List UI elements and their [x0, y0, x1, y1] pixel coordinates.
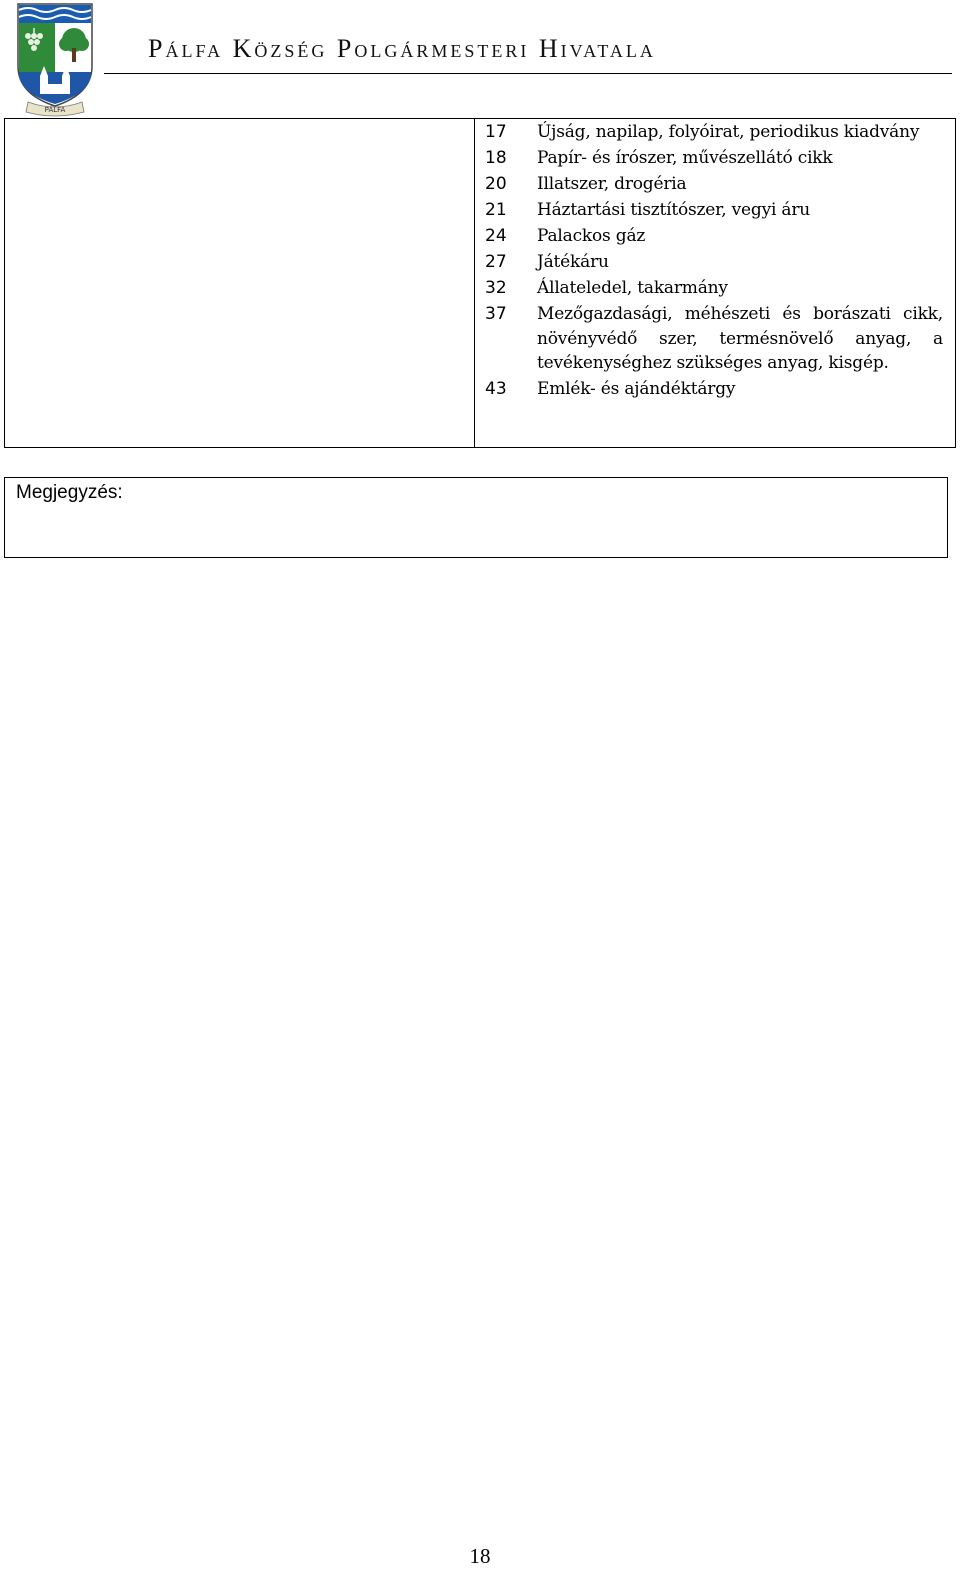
product-code: 37 [485, 304, 507, 324]
crest-banner-text: PÁLFA [44, 106, 66, 114]
product-name: Mezőgazdasági, méhészeti és borászati cikk, növényvédő szer, termésnövelő anyag, a tevékenységhez szükséges anyag, kisgép. [537, 304, 943, 373]
coat-of-arms-icon [14, 2, 96, 118]
product-row [485, 302, 943, 376]
product-row [485, 250, 943, 275]
product-code: 27 [485, 252, 507, 272]
product-name: Emlék- és ajándéktárgy [537, 379, 736, 399]
note-box [4, 477, 948, 558]
product-name: Újság, napilap, folyóirat, periodikus kiadvány [537, 122, 920, 142]
product-name: Palackos gáz [537, 226, 646, 246]
product-code: 24 [485, 226, 507, 246]
product-code: 18 [485, 148, 507, 168]
page-number: 18 [469, 1544, 491, 1568]
product-code: 43 [485, 379, 507, 399]
product-name: Állateledel, takarmány [537, 278, 728, 298]
product-row [485, 276, 943, 301]
product-code: 21 [485, 200, 507, 220]
product-row [485, 198, 943, 223]
product-name: Papír- és írószer, művészellátó cikk [537, 148, 833, 168]
product-code: 17 [485, 122, 507, 142]
product-row [485, 120, 943, 145]
column-divider [474, 119, 475, 447]
product-name: Háztartási tisztítószer, vegyi áru [537, 200, 811, 220]
product-row [485, 172, 943, 197]
product-category-table [4, 118, 956, 448]
page-title: Pálfa Község Polgármesteri Hivatala [148, 34, 656, 63]
product-name: Játékáru [537, 252, 609, 272]
product-name: Illatszer, drogéria [537, 174, 687, 194]
product-row [485, 224, 943, 249]
product-row [485, 146, 943, 171]
product-row [485, 377, 943, 402]
product-list [485, 120, 943, 403]
note-label: Megjegyzés: [16, 482, 123, 503]
product-code: 20 [485, 174, 507, 194]
header-rule [104, 73, 952, 74]
product-code: 32 [485, 278, 507, 298]
